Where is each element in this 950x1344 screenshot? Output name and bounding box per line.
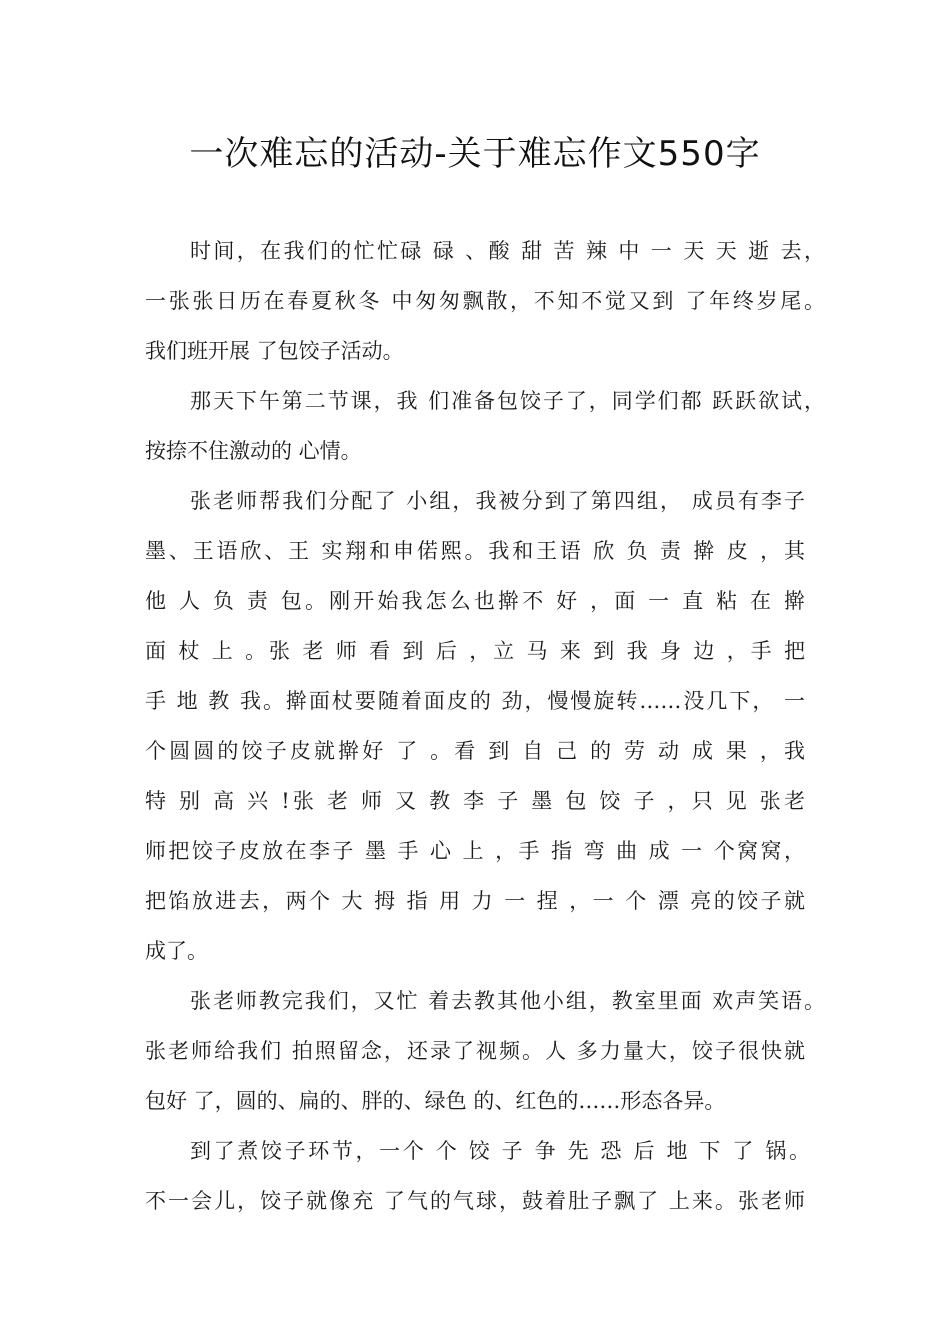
paragraph-line: 按捺不住激动的 心情。 [145,439,362,463]
paragraph-line: 手 地 教 我。擀面杖要随着面皮的 劲，慢慢旋转……没几下， 一 [145,689,805,713]
paragraph-line: 我们班开展 了包饺子活动。 [145,339,404,363]
paragraph-line: 把馅放进去，两个 大 拇 指 用 力 一 捏 ，一 个 漂 亮的饺子就 [145,889,805,913]
paragraph-line: 到了煮饺子环节，一个 个 饺 子 争 先 恐 后 地 下 了 锅。 [190,1139,810,1163]
paragraph-line: 个圆圆的饺子皮就擀好 了 。看 到 自 己 的 劳 动 成 果 ，我 [145,739,805,763]
paragraph-line: 张老师给我们 拍照留念，还录了视频。人 多力量大，饺子很快就 [145,1039,805,1063]
paragraph-line: 包好 了，圆的、扁的、胖的、绿色 的、红色的……形态各异。 [145,1089,726,1113]
paragraph-line: 不一会儿，饺子就像充 了气的气球，鼓着肚子飘了 上来。张老师 [145,1189,805,1213]
document-title: 一次难忘的活动-关于难忘作文550字 [189,134,761,174]
paragraph-line: 张老师教完我们，又忙 着去教其他小组，教室里面 欢声笑语。 [190,989,825,1013]
paragraph-line: 张老师帮我们分配了 小组，我被分到了第四组， 成员有李子 [190,489,805,513]
paragraph-line: 时间，在我们的忙忙碌 碌 、酸 甜 苦 辣 中 一 天 天 逝 去， [190,239,825,263]
paragraph-line: 一张张日历在春夏秋冬 中匆匆飘散，不知不觉又到 了年终岁尾。 [145,289,825,313]
paragraph-line: 成了。 [145,939,208,963]
paragraph-line: 墨、王语欣、王 实翔和申偌熙。我和王语 欣 负 责 擀 皮 ，其 [145,539,805,563]
paragraph-line: 那天下午第二节课，我 们准备包饺子了，同学们都 跃跃欲试， [190,389,825,413]
paragraph-line: 师把饺子皮放在李子 墨 手 心 上 ，手 指 弯 曲 成 一 个窝窝， [145,839,805,863]
paragraph-line: 面 杖 上 。张 老 师 看 到 后 ，立 马 来 到 我 身 边 ，手 把 [145,639,805,663]
paragraph-line: 他 人 负 责 包。刚开始我怎么也擀不 好 ，面 一 直 粘 在 擀 [145,589,805,613]
paragraph-line: 特 别 高 兴 !张 老 师 又 教 李 子 墨 包 饺 子 ，只 见 张老 [145,789,805,813]
